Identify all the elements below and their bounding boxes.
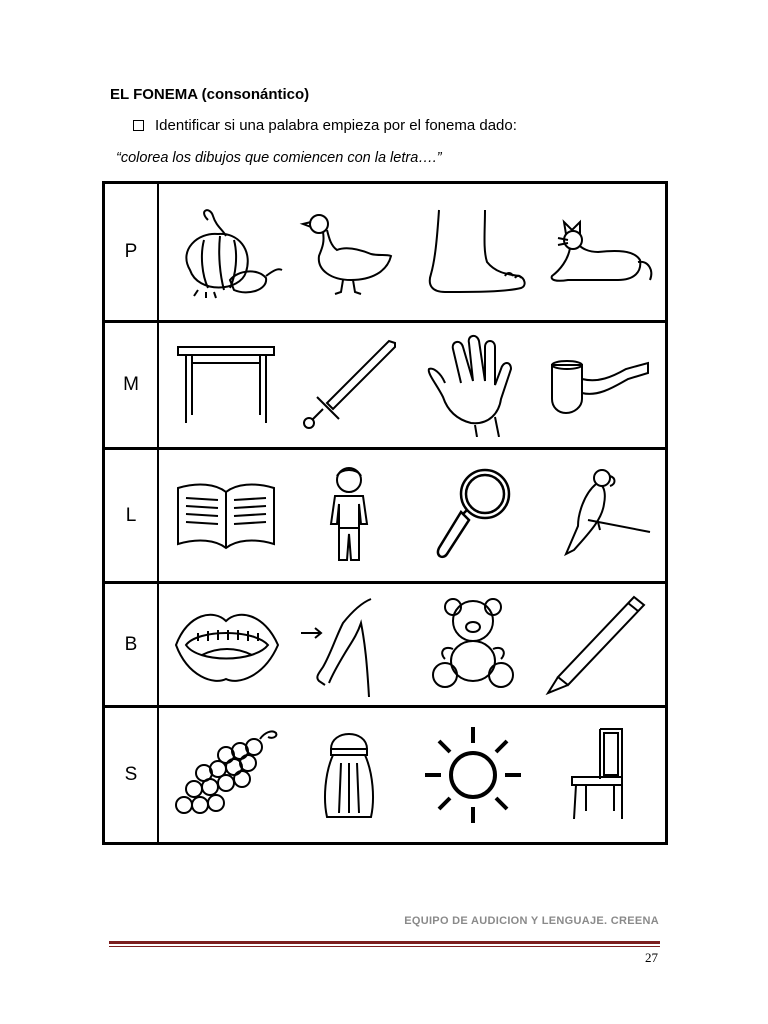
duck-picture[interactable] <box>291 200 409 304</box>
row-letter: B <box>105 584 159 705</box>
instruction-quote: “colorea los dibujos que comiencen con la letra….” <box>116 150 442 166</box>
grapes-picture[interactable] <box>168 723 286 827</box>
row-p <box>105 184 665 320</box>
row-letter: L <box>105 450 159 581</box>
teddy-bear-picture[interactable] <box>415 593 533 697</box>
footer-text: EQUIPO DE AUDICION Y LENGUAJE. CREENA <box>404 915 659 927</box>
row-letter: S <box>105 708 159 842</box>
footer-rule <box>109 941 660 944</box>
chair-picture[interactable] <box>538 723 656 827</box>
instruction-text: Identificar si una palabra empieza por el fonema dado: <box>155 117 517 134</box>
boy-picture[interactable] <box>291 464 409 568</box>
sword-picture[interactable] <box>291 333 409 437</box>
pencil-picture[interactable] <box>538 593 656 697</box>
magnifying-glass-picture[interactable] <box>415 464 533 568</box>
footer-rule-thin <box>109 946 660 947</box>
parrot-picture[interactable] <box>538 464 656 568</box>
page-title: EL FONEMA (consonántico) <box>110 86 310 103</box>
sun-picture[interactable] <box>415 723 533 827</box>
hand-picture[interactable] <box>415 333 533 437</box>
row-b <box>105 584 665 705</box>
page-number: 27 <box>645 950 658 965</box>
pipe-picture[interactable] <box>538 333 656 437</box>
arm-picture[interactable] <box>291 593 409 697</box>
garlic-picture[interactable] <box>168 200 286 304</box>
table-picture[interactable] <box>168 333 286 437</box>
mouth-picture[interactable] <box>168 593 286 697</box>
row-s <box>105 708 665 842</box>
exercise-grid <box>102 181 668 845</box>
row-letter: P <box>105 184 159 320</box>
instruction <box>133 117 517 134</box>
row-l <box>105 450 665 581</box>
row-m <box>105 323 665 447</box>
book-picture[interactable] <box>168 464 286 568</box>
checkbox-bullet-icon <box>133 120 144 131</box>
salt-shaker-picture[interactable] <box>291 723 409 827</box>
cat-picture[interactable] <box>538 200 656 304</box>
foot-picture[interactable] <box>415 200 533 304</box>
row-letter: M <box>105 323 159 447</box>
